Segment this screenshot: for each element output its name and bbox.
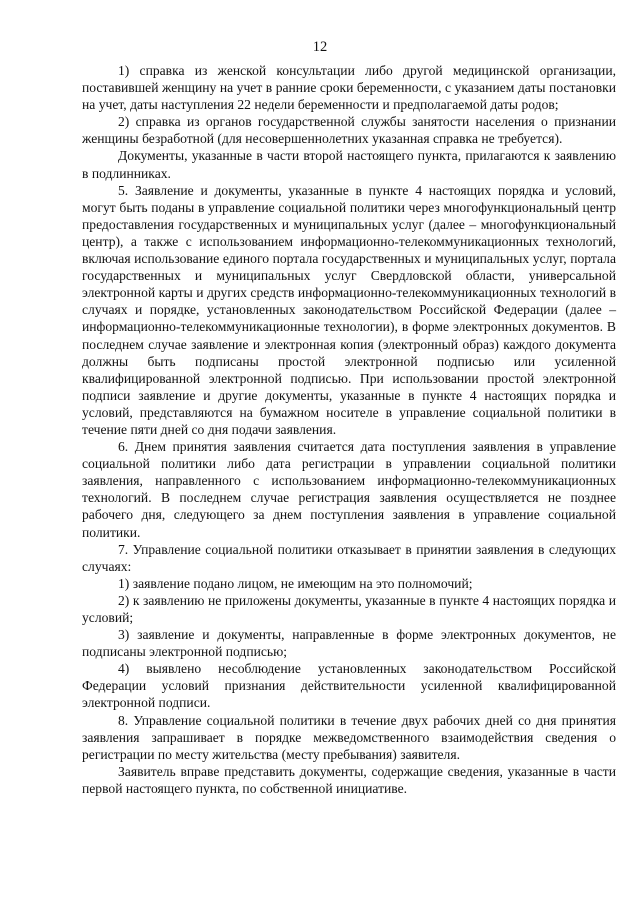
paragraph-refusal-reason-4: 4) выявлено несоблюдение установленных законодательством Российской Федерации условий признания действительности усиленной квалифицированной электронной подписи. (82, 661, 616, 711)
paragraph-item-2-employment-certificate: 2) справка из органов государственной службы занятости населения о признании женщины безработной (для несовершеннолетних указанная справка не требуется). (82, 114, 616, 147)
paragraph-section-6: 6. Днем принятия заявления считается дата поступления заявления в управление социальной политики либо дата регистрации в управлении социальной политики заявления, направленного с использованием информационно-телекоммуникационных технологий. В последнем случае регистрация заявления осуществляется не позднее рабочего дня, следующего за днем поступления заявления в управление социальной политики. (82, 439, 616, 540)
paragraph-section-7: 7. Управление социальной политики отказывает в принятии заявления в следующих случаях: (82, 541, 616, 574)
paragraph-section-8: 8. Управление социальной политики в течение двух рабочих дней со дня принятия заявления запрашивает в порядке межведомственного взаимодействия сведения о регистрации по месту жительства (месту пребывания) заявителя. (82, 712, 616, 762)
paragraph-section-5: 5. Заявление и документы, указанные в пункте 4 настоящих порядка и условий, могут быть поданы в управление социальной политики через многофункциональный центр предоставления государственных и муниципальных услуг (далее – многофункциональный центр), а также с использованием информационно-телекоммуникационных технологий, включая использование единого портала государственных и муниципальных услуг, портала государственных и муниципальных услуг Свердловской области, универсальной электронной карты и других средств информационно-телекоммуникационных технологий в случаях и порядке, установленных законодательством Российской Федерации (далее – информационно-телекоммуникационные технологии), в форме электронных документов. В последнем случае заявление и электронная копия (электронный образ) каждого документа должны быть подписаны простой электронной подписью или усиленной квалифицированной электронной подписью. При использовании простой электронной подписи заявление и другие документы, указанные в пункте 4 настоящих порядка и условий, представляются на бумажном носителе в управление социальной политики в течение пяти дней со дня подачи заявления. (82, 182, 616, 437)
paragraph-refusal-reason-1: 1) заявление подано лицом, не имеющим на это полномочий; (118, 575, 473, 591)
paragraph-applicant-right: Заявитель вправе представить документы, содержащие сведения, указанные в части первой настоящего пункта, по собственной инициативе. (82, 763, 616, 796)
paragraph-originals-note: Документы, указанные в части второй настоящего пункта, прилагаются к заявлению в подлинниках. (82, 148, 616, 181)
page-number: 12 (312, 39, 328, 55)
document-body (82, 62, 616, 797)
paragraph-refusal-reason-2: 2) к заявлению не приложены документы, указанные в пункте 4 настоящих порядка и условий; (82, 592, 616, 625)
paragraph-refusal-reason-3: 3) заявление и документы, направленные в форме электронных документов, не подписаны электронной подписью; (82, 627, 616, 660)
paragraph-item-1-medical-certificate: 1) справка из женской консультации либо другой медицинской организации, поставившей женщину на учет в ранние сроки беременности, с указанием даты постановки на учет, даты наступления 22 недели беременности и предполагаемой даты родов; (82, 63, 616, 113)
